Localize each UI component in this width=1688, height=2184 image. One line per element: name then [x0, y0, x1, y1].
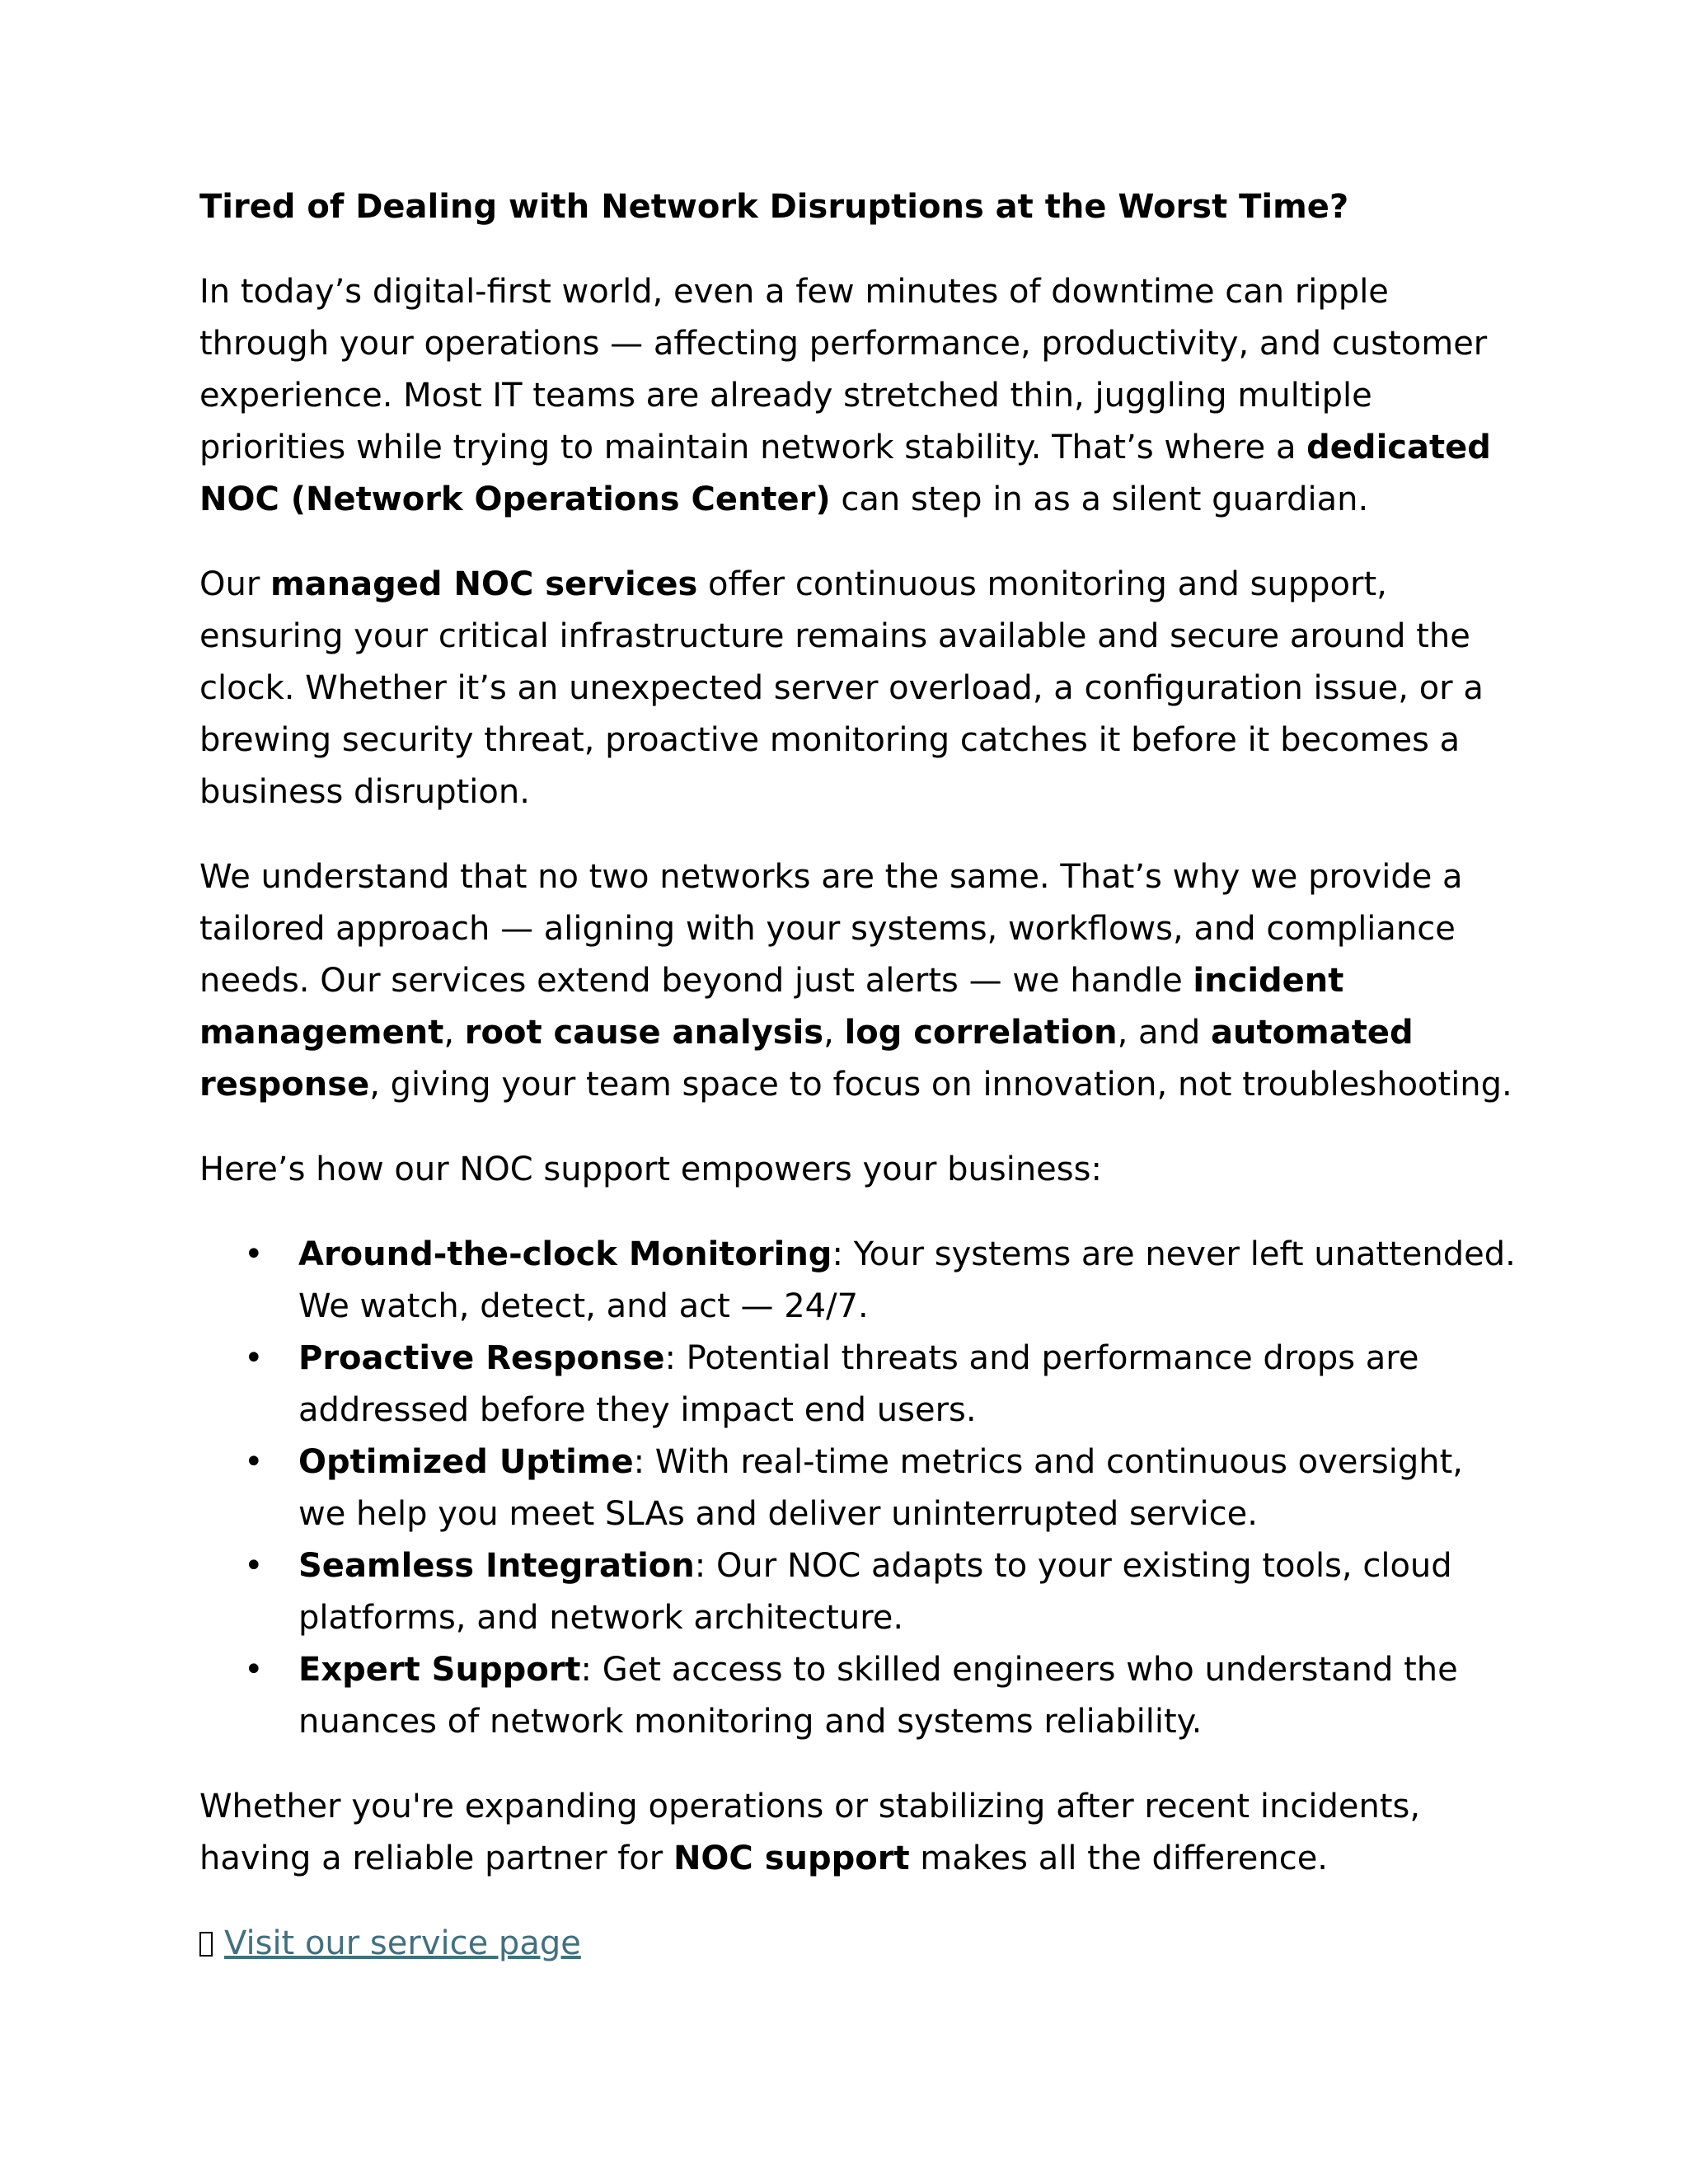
bold-text: NOC support — [673, 1840, 910, 1877]
text-run: , giving your team space to focus on innovation, not troubleshooting. — [369, 1066, 1512, 1104]
intro-paragraph — [199, 266, 1518, 526]
services-paragraph — [199, 559, 1518, 818]
text-run: We understand that no two networks are the same. That’s why we provide a tailored approach — aligning with your systems, workflows, and compliance needs. Our services extend beyond just alerts — we handle — [199, 858, 1463, 1000]
text-run: Our — [199, 565, 270, 603]
list-item — [298, 1229, 1518, 1333]
bold-text: dedicated NOC (Network Operations Center) — [199, 429, 1491, 518]
benefit-text: : Our NOC adapts to your existing tools, cloud platforms, and network architecture. — [298, 1547, 1452, 1637]
bold-text: managed NOC services — [270, 565, 698, 603]
missing-glyph-icon — [199, 1932, 213, 1957]
approach-paragraph — [199, 851, 1518, 1111]
list-item — [298, 1540, 1518, 1644]
benefit-text: : Your systems are never left unattended. We watch, detect, and act — 24/7. — [298, 1235, 1516, 1325]
benefit-title: Seamless Integration — [298, 1547, 695, 1585]
bold-text: root cause analysis — [464, 1014, 824, 1052]
document-body — [199, 181, 1518, 1970]
bold-text: incident management — [199, 962, 1344, 1052]
service-link-line — [199, 1918, 1518, 1970]
benefit-title: Expert Support — [298, 1651, 581, 1689]
benefit-title: Optimized Uptime — [298, 1443, 634, 1481]
bold-text: automated response — [199, 1014, 1414, 1104]
text-run: can step in as a silent guardian. — [830, 480, 1369, 518]
closing-paragraph — [199, 1781, 1518, 1885]
text-run: In today’s digital-first world, even a few minutes of downtime can ripple through your operations — affecting performance, productivity, and customer experience. Most IT teams are already stretched thin, juggling multiple priorities while trying to maintain network stability. That’s where a — [199, 273, 1488, 466]
benefit-title: Around-the-clock Monitoring — [298, 1235, 832, 1273]
list-intro: Here’s how our NOC support empowers your business: — [199, 1151, 1102, 1188]
benefit-text: : Get access to skilled engineers who understand the nuances of network monitoring and systems reliability. — [298, 1651, 1458, 1741]
service-page-link[interactable]: Visit our service page — [224, 1924, 581, 1962]
benefit-title: Proactive Response — [298, 1339, 665, 1377]
text-run: , — [823, 1014, 845, 1052]
benefit-text: : Potential threats and performance drops are addressed before they impact end users. — [298, 1339, 1419, 1429]
text-run: Whether you're expanding operations or stabilizing after recent incidents, having a reliable partner for — [199, 1788, 1421, 1877]
benefits-list — [199, 1229, 1518, 1748]
page-title: Tired of Dealing with Network Disruptions at the Worst Time? — [199, 188, 1349, 226]
text-run: , and — [1117, 1014, 1211, 1052]
text-run: , — [443, 1014, 465, 1052]
list-item — [298, 1436, 1518, 1540]
bold-text: log correlation — [844, 1014, 1118, 1052]
list-item — [298, 1644, 1518, 1748]
benefit-text: : With real-time metrics and continuous oversight, we help you meet SLAs and deliver uninterrupted service. — [298, 1443, 1463, 1533]
text-run: makes all the difference. — [909, 1840, 1329, 1877]
list-item — [298, 1333, 1518, 1436]
text-run: offer continuous monitoring and support, ensuring your critical infrastructure remains available and secure around the clock. Whether it’s an unexpected server overload, a configuration issue, or a brewing security threat, proactive monitoring catches it before it becomes a business disruption. — [199, 565, 1484, 811]
